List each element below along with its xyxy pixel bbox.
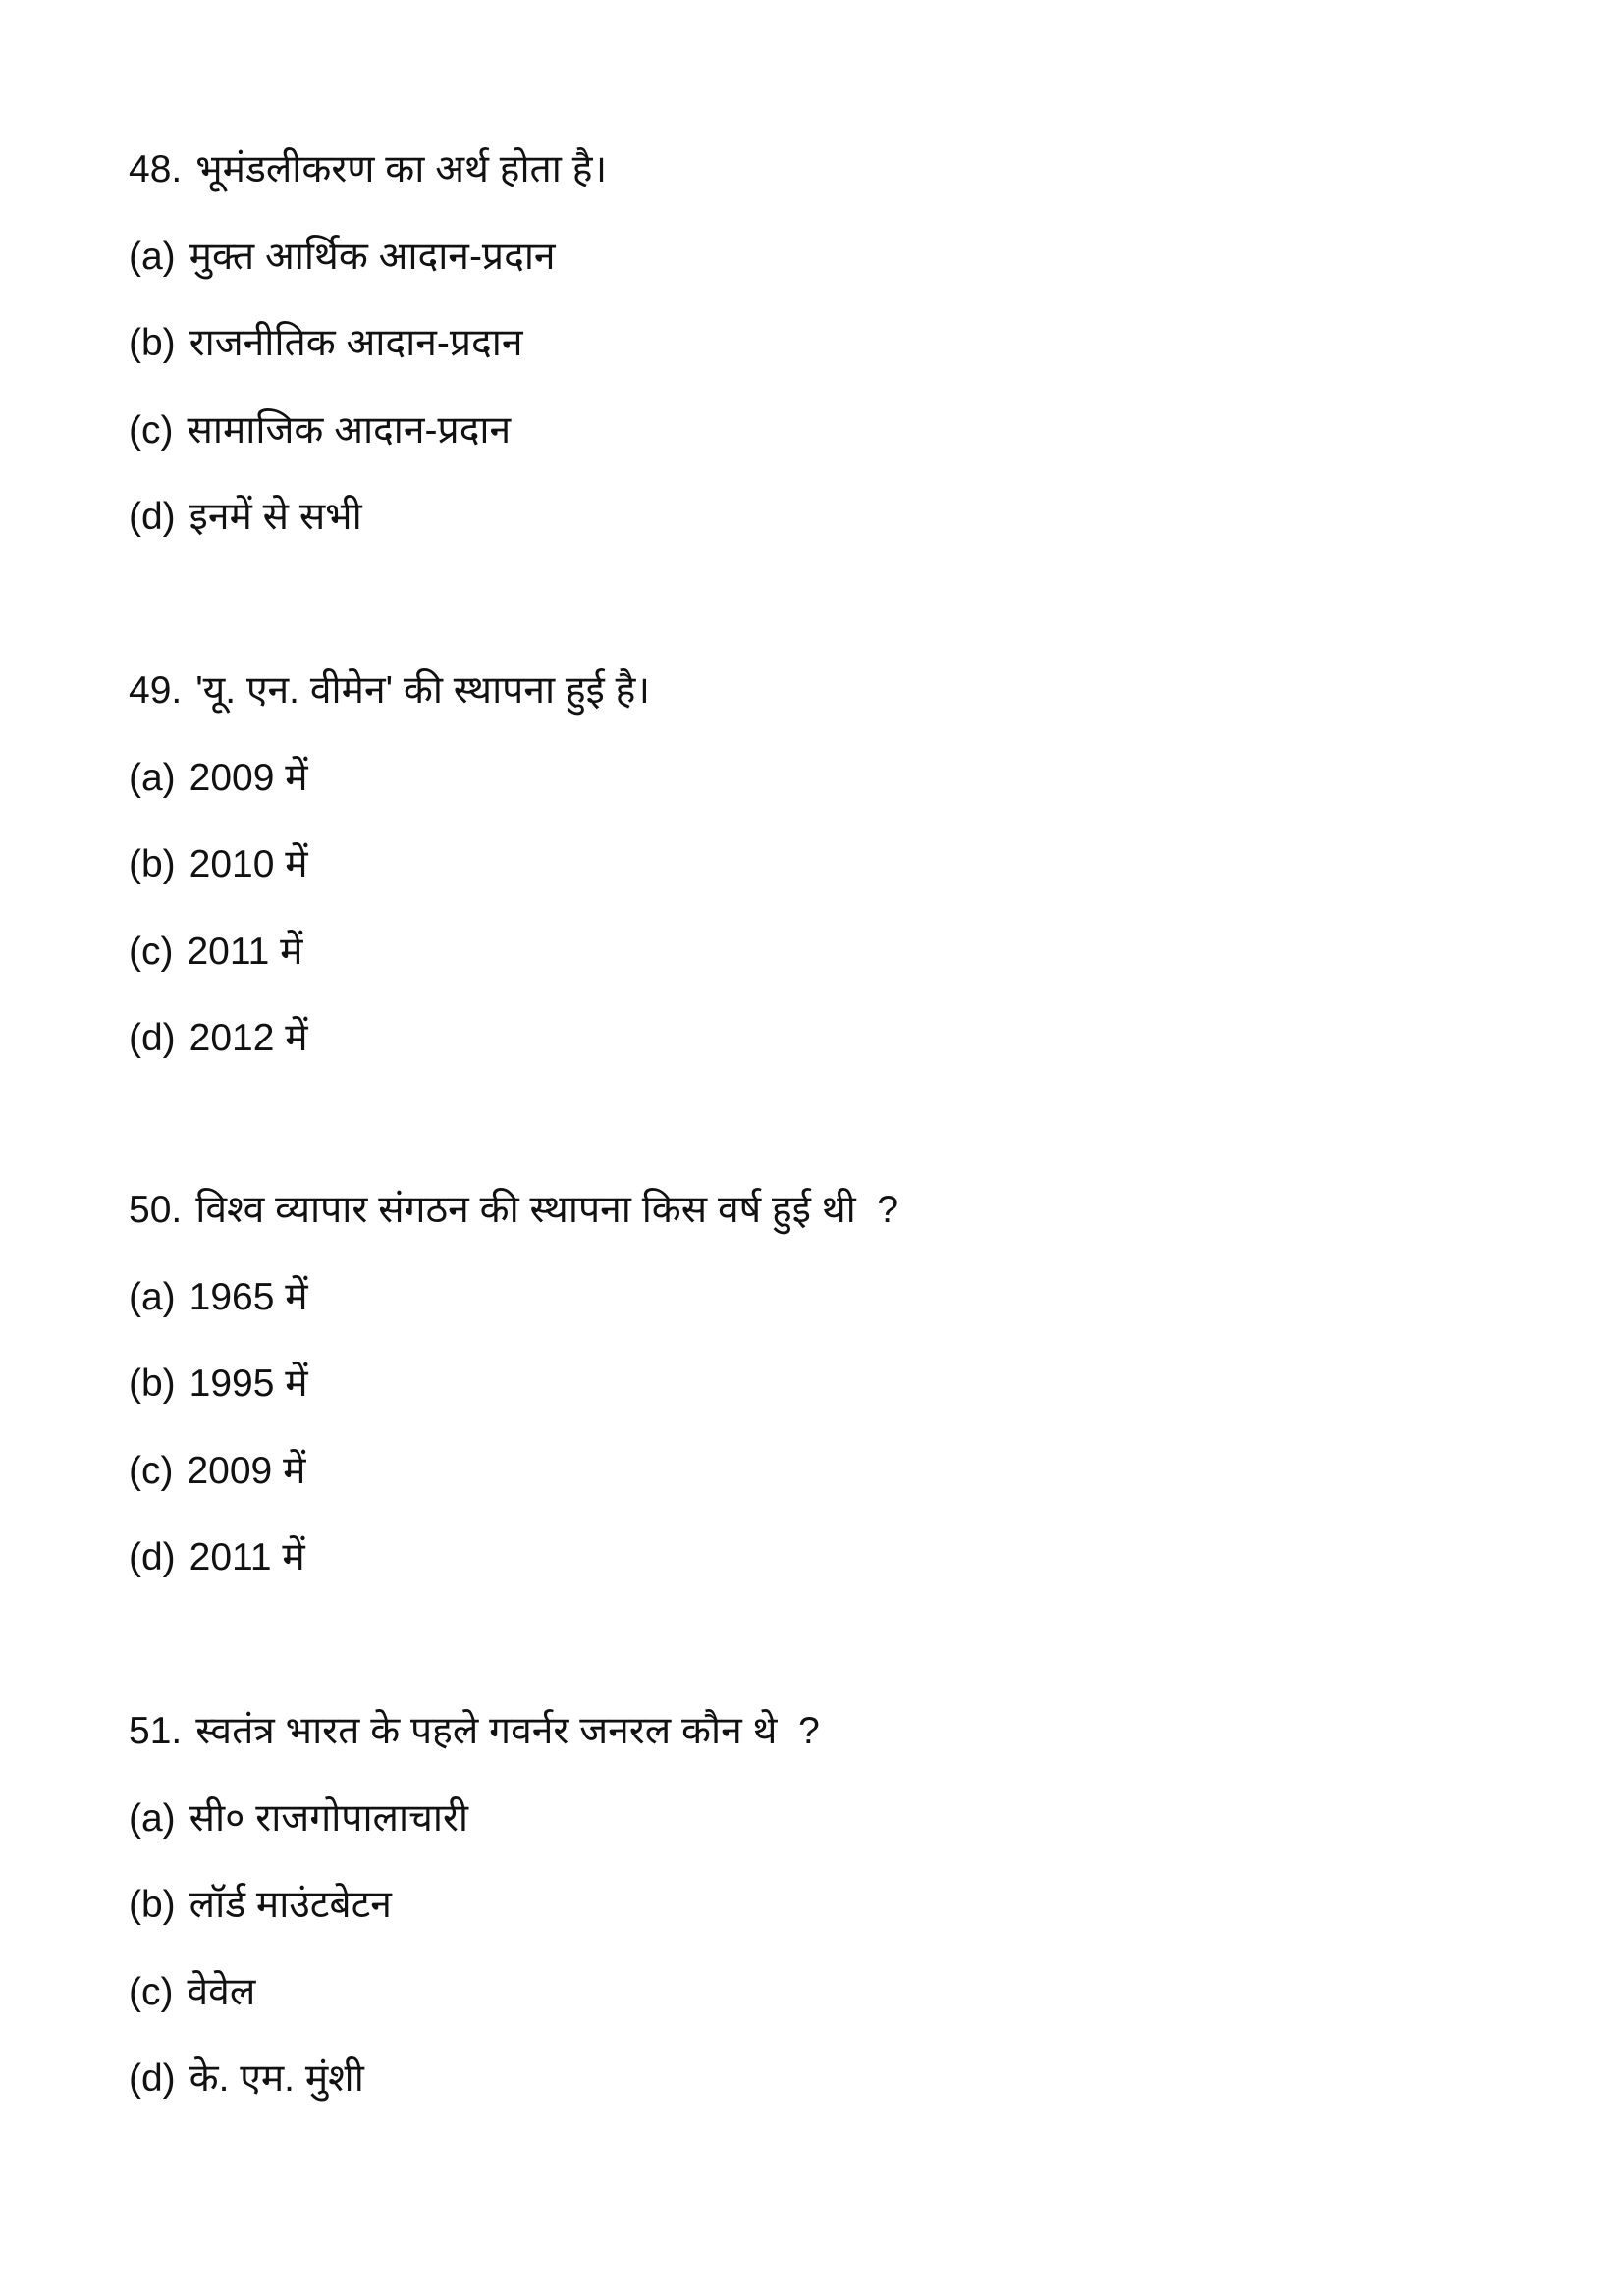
option-d bbox=[129, 1515, 898, 1602]
option-label: (d) bbox=[129, 496, 176, 538]
question-text: स्वतंत्र भारत के पहले गवर्नर जनरल कौन थे ? bbox=[195, 1710, 820, 1752]
option-b bbox=[129, 822, 650, 909]
option-text: राजनीतिक आदान-प्रदान bbox=[189, 322, 523, 364]
option-label: (c) bbox=[129, 930, 174, 973]
option-d bbox=[129, 2036, 820, 2123]
option-a bbox=[129, 735, 650, 823]
option-label: (b) bbox=[129, 1362, 176, 1405]
option-text: के. एम. मुंशी bbox=[189, 2057, 364, 2100]
option-text: मुक्त आर्थिक आदान-प्रदान bbox=[189, 235, 556, 278]
option-c bbox=[129, 1949, 820, 2037]
option-text: 1995 में bbox=[189, 1362, 308, 1405]
option-text: लॉर्ड माउंटबेटन bbox=[189, 1884, 392, 1926]
option-d bbox=[129, 995, 650, 1083]
option-b bbox=[129, 300, 607, 388]
option-c bbox=[129, 388, 607, 475]
option-text: 2012 में bbox=[189, 1017, 308, 1059]
option-label: (d) bbox=[129, 1536, 176, 1578]
option-label: (b) bbox=[129, 1884, 176, 1926]
question-stem bbox=[129, 1688, 820, 1776]
option-c bbox=[129, 909, 650, 996]
option-text: इनमें से सभी bbox=[189, 496, 362, 538]
option-text: 2009 में bbox=[187, 1449, 306, 1492]
question-text: भूमंडलीकरण का अर्थ होता है। bbox=[195, 148, 608, 190]
option-a bbox=[129, 214, 607, 301]
option-label: (c) bbox=[129, 408, 174, 452]
option-a bbox=[129, 1255, 898, 1342]
question-number: 48. bbox=[129, 148, 183, 190]
option-text: 1965 में bbox=[189, 1275, 308, 1318]
option-label: (b) bbox=[129, 843, 176, 885]
question-text: विश्व व्यापार संगठन की स्थापना किस वर्ष हुई थी ? bbox=[195, 1189, 899, 1231]
question-stem bbox=[129, 648, 650, 735]
option-text: 2009 में bbox=[189, 756, 308, 799]
option-text: 2011 में bbox=[187, 930, 303, 973]
option-label: (c) bbox=[129, 1449, 174, 1492]
question-number: 50. bbox=[129, 1189, 183, 1231]
question-stem bbox=[129, 127, 607, 214]
question-51 bbox=[129, 1688, 820, 2123]
option-c bbox=[129, 1428, 898, 1516]
question-50 bbox=[129, 1167, 898, 1602]
option-label: (a) bbox=[129, 756, 176, 799]
question-number: 49. bbox=[129, 669, 183, 712]
option-label: (d) bbox=[129, 2057, 176, 2100]
option-text: 2011 में bbox=[189, 1536, 305, 1578]
option-text: सी० राजगोपालाचारी bbox=[189, 1796, 469, 1840]
option-a bbox=[129, 1776, 820, 1863]
question-49 bbox=[129, 648, 650, 1083]
question-number: 51. bbox=[129, 1710, 183, 1752]
option-b bbox=[129, 1341, 898, 1428]
option-label: (a) bbox=[129, 1275, 176, 1318]
question-text: 'यू. एन. वीमेन' की स्थापना हुई है। bbox=[195, 669, 651, 712]
option-label: (b) bbox=[129, 322, 176, 364]
option-label: (d) bbox=[129, 1017, 176, 1059]
option-text: वेवेल bbox=[187, 1970, 256, 2013]
option-label: (a) bbox=[129, 235, 176, 278]
question-stem bbox=[129, 1167, 898, 1255]
option-text: 2010 में bbox=[189, 843, 308, 885]
option-d bbox=[129, 474, 607, 561]
option-b bbox=[129, 1862, 820, 1949]
question-48 bbox=[129, 127, 607, 561]
option-text: सामाजिक आदान-प्रदान bbox=[187, 408, 512, 452]
option-label: (c) bbox=[129, 1970, 174, 2013]
option-label: (a) bbox=[129, 1796, 176, 1840]
